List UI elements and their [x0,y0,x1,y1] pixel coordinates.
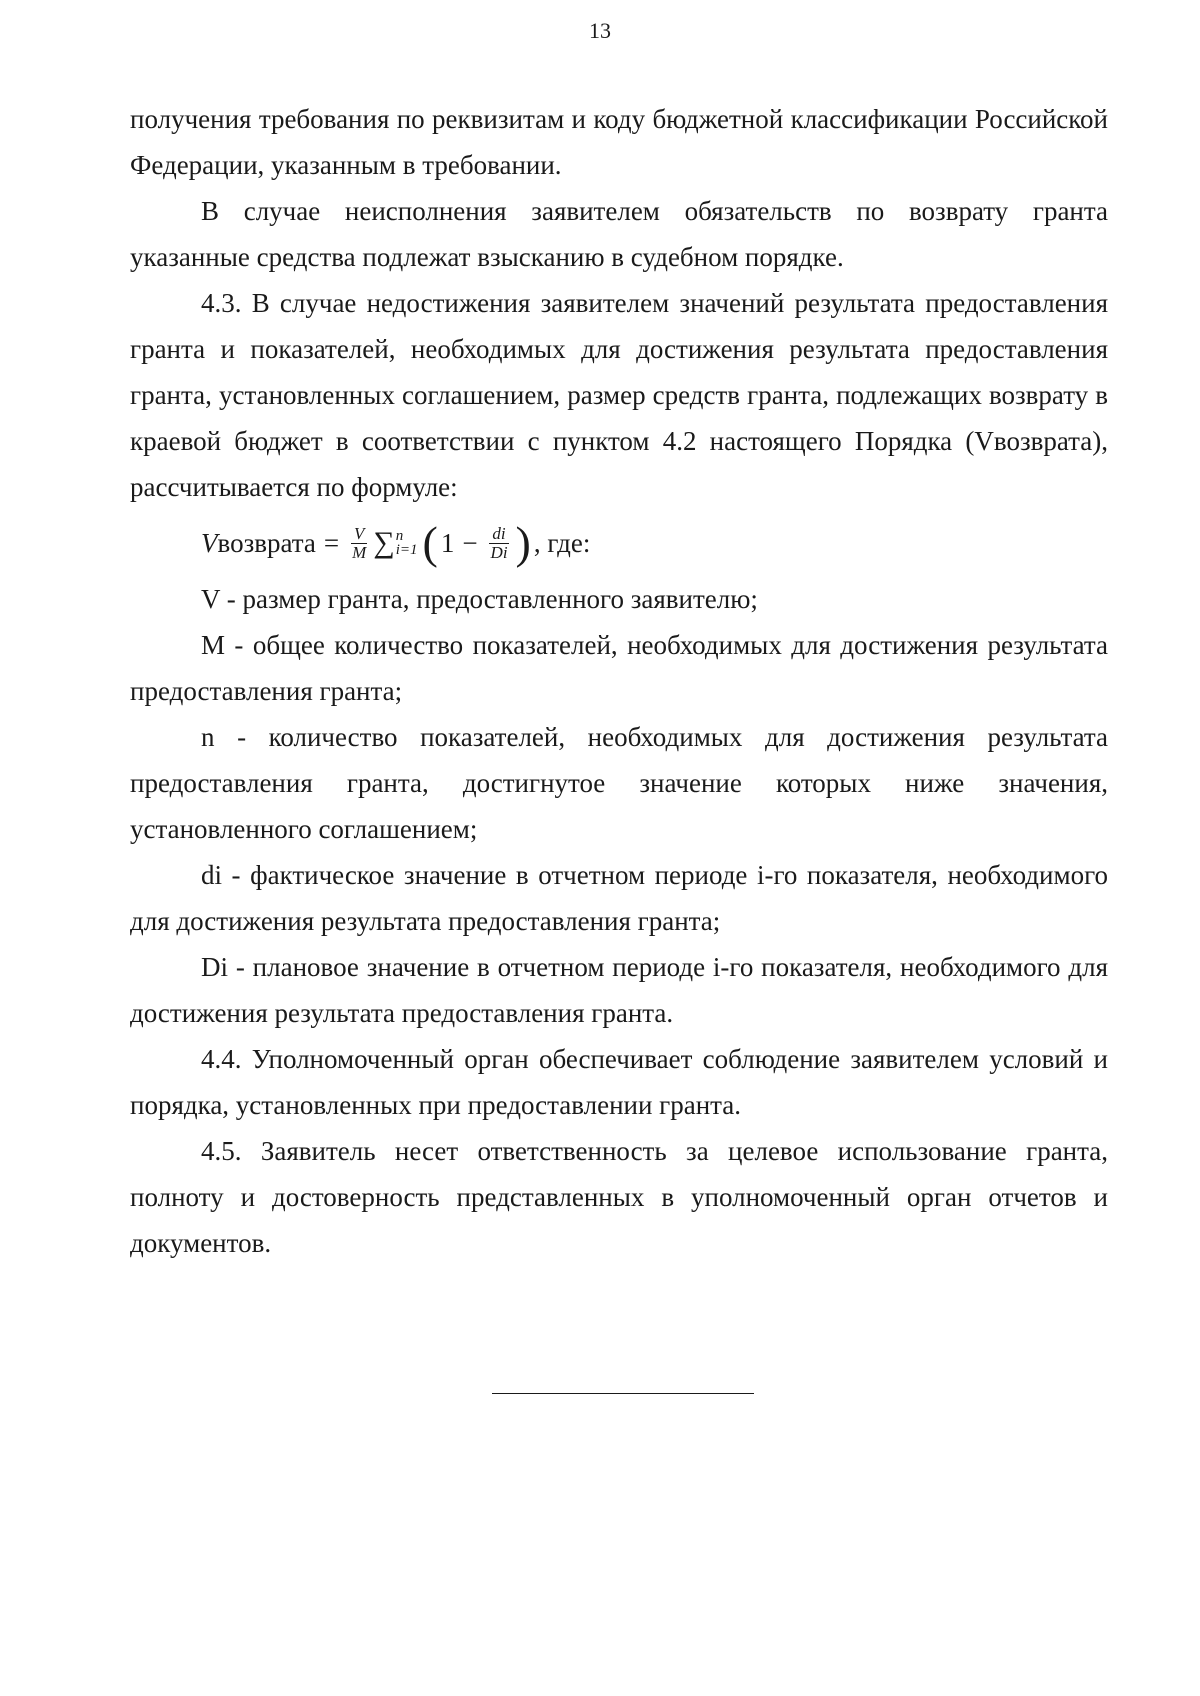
formula-lhs-subscript: возврата [217,528,316,558]
summation-upper-limit: n [395,528,404,544]
document-body [130,96,1108,1266]
summation-limits [396,529,418,557]
summation-symbol: ∑ [373,526,395,559]
fraction-denominator: M [352,542,367,562]
formula-lhs-variable: V [201,528,218,558]
formula-open-paren: ( [422,517,438,568]
definition-v: V - размер гранта, предоставленного заявителю; [201,584,758,614]
definition-Di-planned: Di - плановое значение в отчетном периоде i-го показателя, необходимого для достижения результата предоставления гранта. [130,952,1108,1028]
refund-formula [130,510,1108,576]
end-of-document-rule [492,1393,754,1394]
paragraph-collection-clause: В случае неисполнения заявителем обязательств по возврату гранта указанные средства подлежат взысканию в судебном порядке. [130,196,1108,272]
fraction-denominator: Di [490,542,508,562]
formula-fraction-v-over-m [349,525,369,562]
page-number: 13 [589,18,611,43]
formula-equals: = [323,528,340,558]
definition-di-actual: di - фактическое значение в отчетном периоде i-го показателя, необходимого для достижения результата предоставления гранта; [130,860,1108,936]
definition-m: M - общее количество показателей, необходимых для достижения результата предоставления гранта; [130,630,1108,706]
definition-n: n - количество показателей, необходимых для достижения результата предоставления гранта, достигнутое значение которых ниже значения, установленного соглашением; [130,722,1108,844]
formula-tail: , где: [533,528,591,558]
formula-one: 1 [440,528,455,558]
paragraph-continuation: получения требования по реквизитам и коду бюджетной классификации Российской Федерации, указанным в требовании. [130,104,1108,180]
fraction-numerator: di [489,525,508,544]
formula-close-paren: ) [515,517,531,568]
paragraph-4-5: 4.5. Заявитель несет ответственность за целевое использование гранта, полноту и достоверность представленных в уполномоченный орган отчетов и документов. [130,1136,1108,1258]
paragraph-4-3: 4.3. В случае недостижения заявителем значений результата предоставления гранта и показателей, необходимых для достижения результата предоставления гранта, установленных соглашением, размер средств гранта, подлежащих возврату в краевой бюджет в соответствии с пунктом 4.2 настоящего Порядка (Vвозврата), рассчитывается по формуле: [130,288,1108,502]
summation-lower-limit: i=1 [395,542,418,558]
fraction-numerator: V [351,525,367,544]
paragraph-4-4: 4.4. Уполномоченный орган обеспечивает соблюдение заявителем условий и порядка, установленных при предоставлении гранта. [130,1044,1108,1120]
formula-fraction-di-over-Di [488,525,511,562]
formula-summation [373,520,417,566]
formula-minus: − [462,528,478,558]
